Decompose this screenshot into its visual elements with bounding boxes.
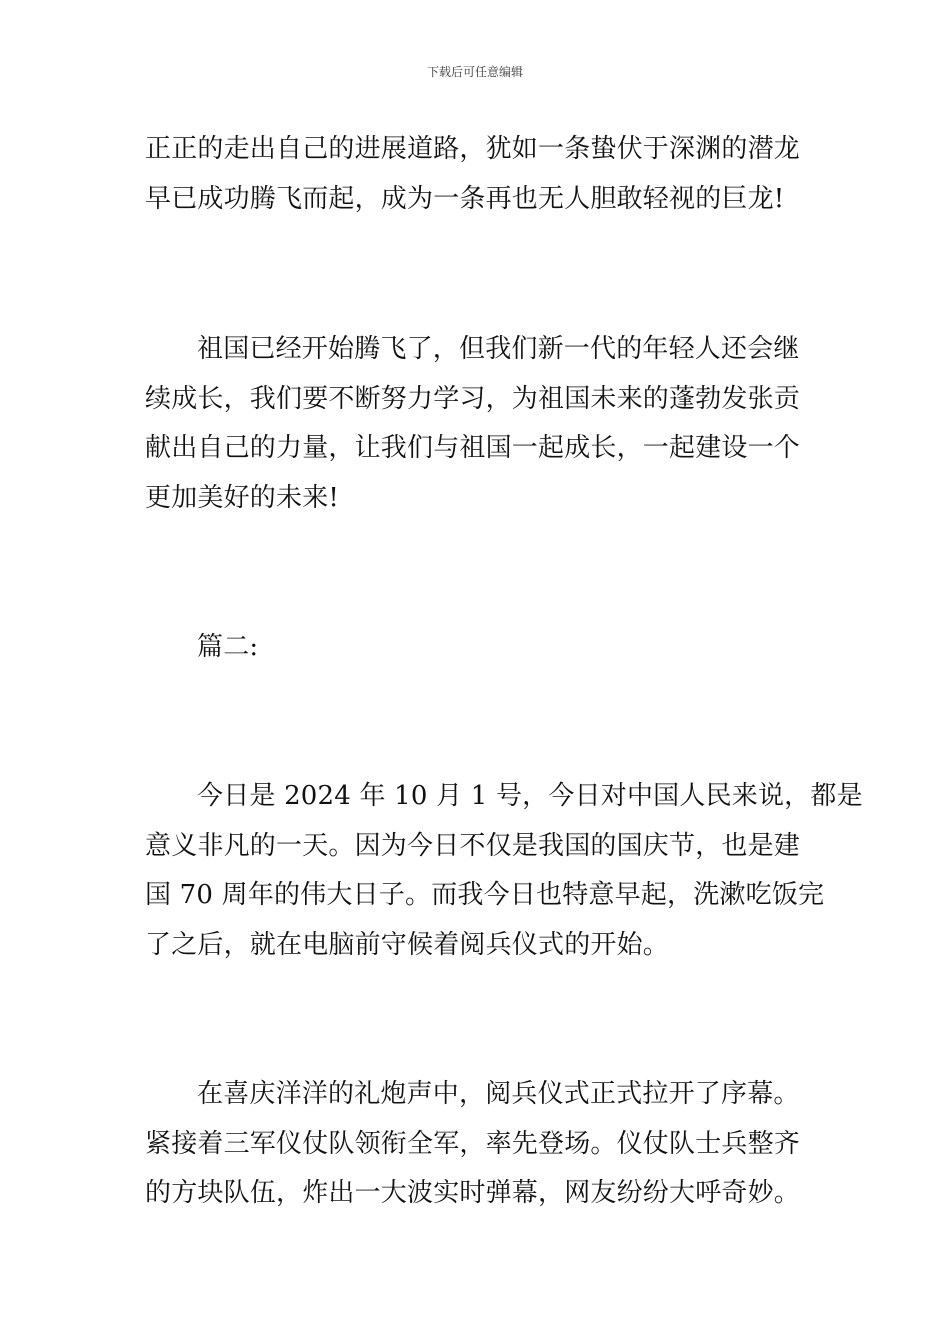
paragraph-line: 的方块队伍，炸出一大波实时弹幕，网友纷纷大呼奇妙。 bbox=[145, 1178, 801, 1208]
paragraph-line: 紧接着三军仪仗队领衔全军，率先登场。仪仗队士兵整齐 bbox=[145, 1128, 801, 1159]
paragraph-4 bbox=[145, 1070, 809, 1219]
paragraph-line: 早已成功腾飞而起，成为一条再也无人胆敢轻视的巨龙! bbox=[145, 183, 785, 214]
paragraph-1 bbox=[145, 125, 809, 224]
section-heading-text: 篇二: bbox=[197, 632, 259, 662]
paragraph-line: 正正的走出自己的进展道路，犹如一条蛰伏于深渊的潜龙 bbox=[145, 134, 801, 164]
paragraph-2 bbox=[145, 325, 809, 523]
paragraph-line: 续成长，我们要不断努力学习，为祖国未来的蓬勃发张贡 bbox=[145, 383, 801, 414]
paragraph-line: 在喜庆洋洋的礼炮声中，阅兵仪式正式拉开了序幕。 bbox=[197, 1079, 800, 1109]
section-heading bbox=[145, 623, 809, 673]
paragraph-3 bbox=[145, 772, 863, 970]
paragraph-line: 了之后，就在电脑前守候着阅兵仪式的开始。 bbox=[145, 929, 670, 960]
paragraph-line: 献出自己的力量，让我们与祖国一起成长，一起建设一个 bbox=[145, 433, 801, 463]
paragraph-line: 今日是 2024 年 10 月 1 号，今日对中国人民来说，都是 bbox=[197, 781, 863, 811]
paragraph-line: 更加美好的未来! bbox=[145, 482, 340, 513]
page-header: 下载后可任意编辑 bbox=[426, 65, 523, 79]
paragraph-line: 意义非凡的一天。因为今日不仅是我国的国庆节，也是建 bbox=[145, 830, 801, 861]
paragraph-line: 祖国已经开始腾飞了，但我们新一代的年轻人还会继 bbox=[197, 334, 800, 364]
paragraph-line: 国 70 周年的伟大日子。而我今日也特意早起，洗漱吃饭完 bbox=[145, 880, 825, 910]
